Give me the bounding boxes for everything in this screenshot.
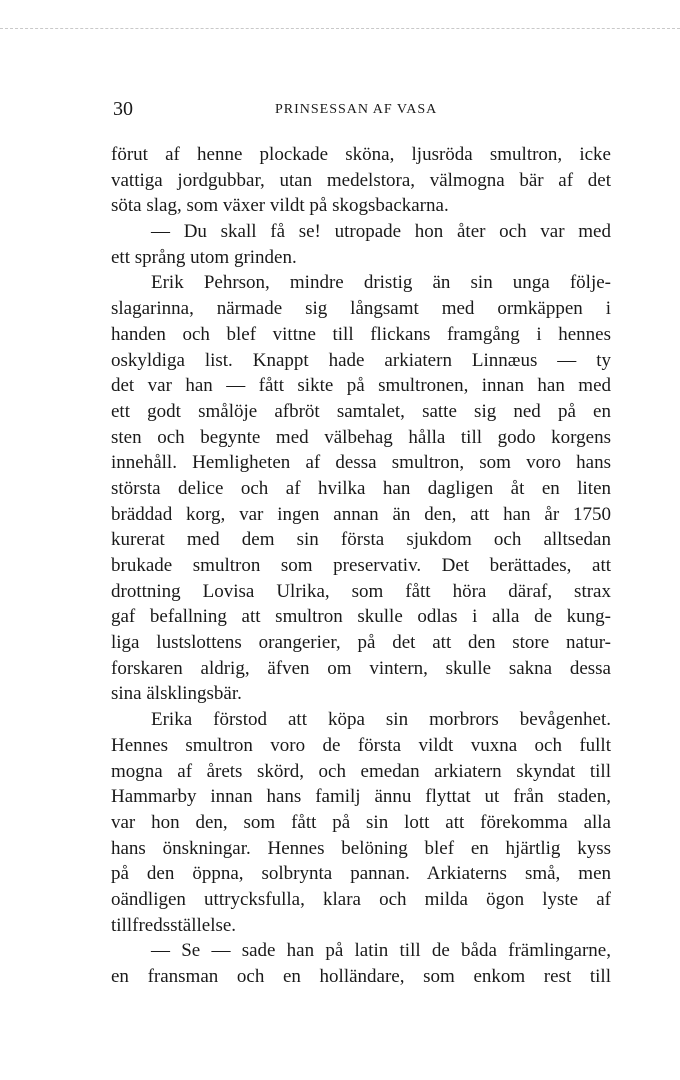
text-line: söta slag, som växer vildt på skogsbackarna. bbox=[111, 195, 449, 217]
text-line: ett språng utom grinden. bbox=[111, 246, 297, 268]
page-header bbox=[113, 98, 610, 126]
text-line: oskyldiga list. Knappt hade arkiatern Linnæus — ty bbox=[111, 349, 611, 371]
text-line: mogna af årets skörd, och emedan arkiatern skyndat till bbox=[111, 760, 611, 782]
text-line: sina älsklingsbär. bbox=[111, 683, 242, 705]
text-line: Erika förstod att köpa sin morbrors bevågenhet. bbox=[151, 709, 611, 731]
text-line: — Se — sade han på latin till de båda främlingarne, bbox=[151, 940, 611, 962]
text-line: ett godt smålöje afbröt samtalet, satte sig ned på en bbox=[111, 400, 611, 422]
running-head: PRINSESSAN AF VASA bbox=[275, 102, 438, 117]
text-line: brukade smultron som preservativ. Det berättades, att bbox=[111, 555, 611, 576]
text-line: vattiga jordgubbar, utan medelstora, välmogna bär af det bbox=[111, 169, 611, 191]
text-line: kurerat med dem sin första sjukdom och alltsedan bbox=[111, 529, 611, 551]
text-line: förut af henne plockade sköna, ljusröda smultron, icke bbox=[111, 144, 611, 165]
text-line: — Du skall få se! utropade hon åter och var med bbox=[151, 221, 611, 243]
text-line: handen och blef vittne till flickans framgång i hennes bbox=[111, 323, 611, 345]
text-line: hans önskningar. Hennes belöning blef en hjärtlig kyss bbox=[111, 837, 611, 859]
top-edge-rule bbox=[0, 28, 680, 29]
text-line: innehåll. Hemligheten af dessa smultron, som voro hans bbox=[111, 452, 611, 474]
text-line: var hon den, som fått på sin lott att förekomma alla bbox=[111, 811, 611, 833]
text-line: tillfredsställelse. bbox=[111, 914, 237, 936]
text-line: gaf befallning att smultron skulle odlas i alla de kung- bbox=[111, 606, 611, 628]
text-line: Hammarby innan hans familj ännu flyttat ut från staden, bbox=[111, 786, 611, 808]
text-line: drottning Lovisa Ulrika, som fått höra däraf, strax bbox=[111, 580, 611, 602]
text-line: oändligen uttrycksfulla, klara och milda ögon lyste af bbox=[111, 888, 611, 910]
text-line: Erik Pehrson, mindre dristig än sin unga följe- bbox=[151, 272, 611, 294]
text-line: bräddad korg, var ingen annan än den, att han år 1750 bbox=[111, 503, 611, 525]
text-line: sten och begynte med välbehag hålla till godo korgens bbox=[111, 426, 611, 448]
text-line: Hennes smultron voro de första vildt vuxna och fullt bbox=[111, 734, 611, 756]
text-line: en fransman och en holländare, som enkom rest till bbox=[111, 966, 611, 987]
text-line: på den öppna, solbrynta pannan. Arkiaterns små, men bbox=[111, 863, 611, 885]
text-line: det var han — fått sikte på smultronen, innan han med bbox=[111, 375, 611, 397]
page-number: 30 bbox=[113, 98, 133, 120]
text-line: liga lustslottens orangerier, på det att den store natur- bbox=[111, 632, 611, 654]
text-line: slagarinna, närmade sig långsamt med ormkäppen i bbox=[111, 298, 611, 320]
text-line: forskaren aldrig, äfven om vintern, skulle sakna dessa bbox=[111, 657, 611, 679]
text-line: största delice och af hvilka han dagligen åt en liten bbox=[111, 477, 611, 499]
body-text bbox=[111, 142, 611, 990]
